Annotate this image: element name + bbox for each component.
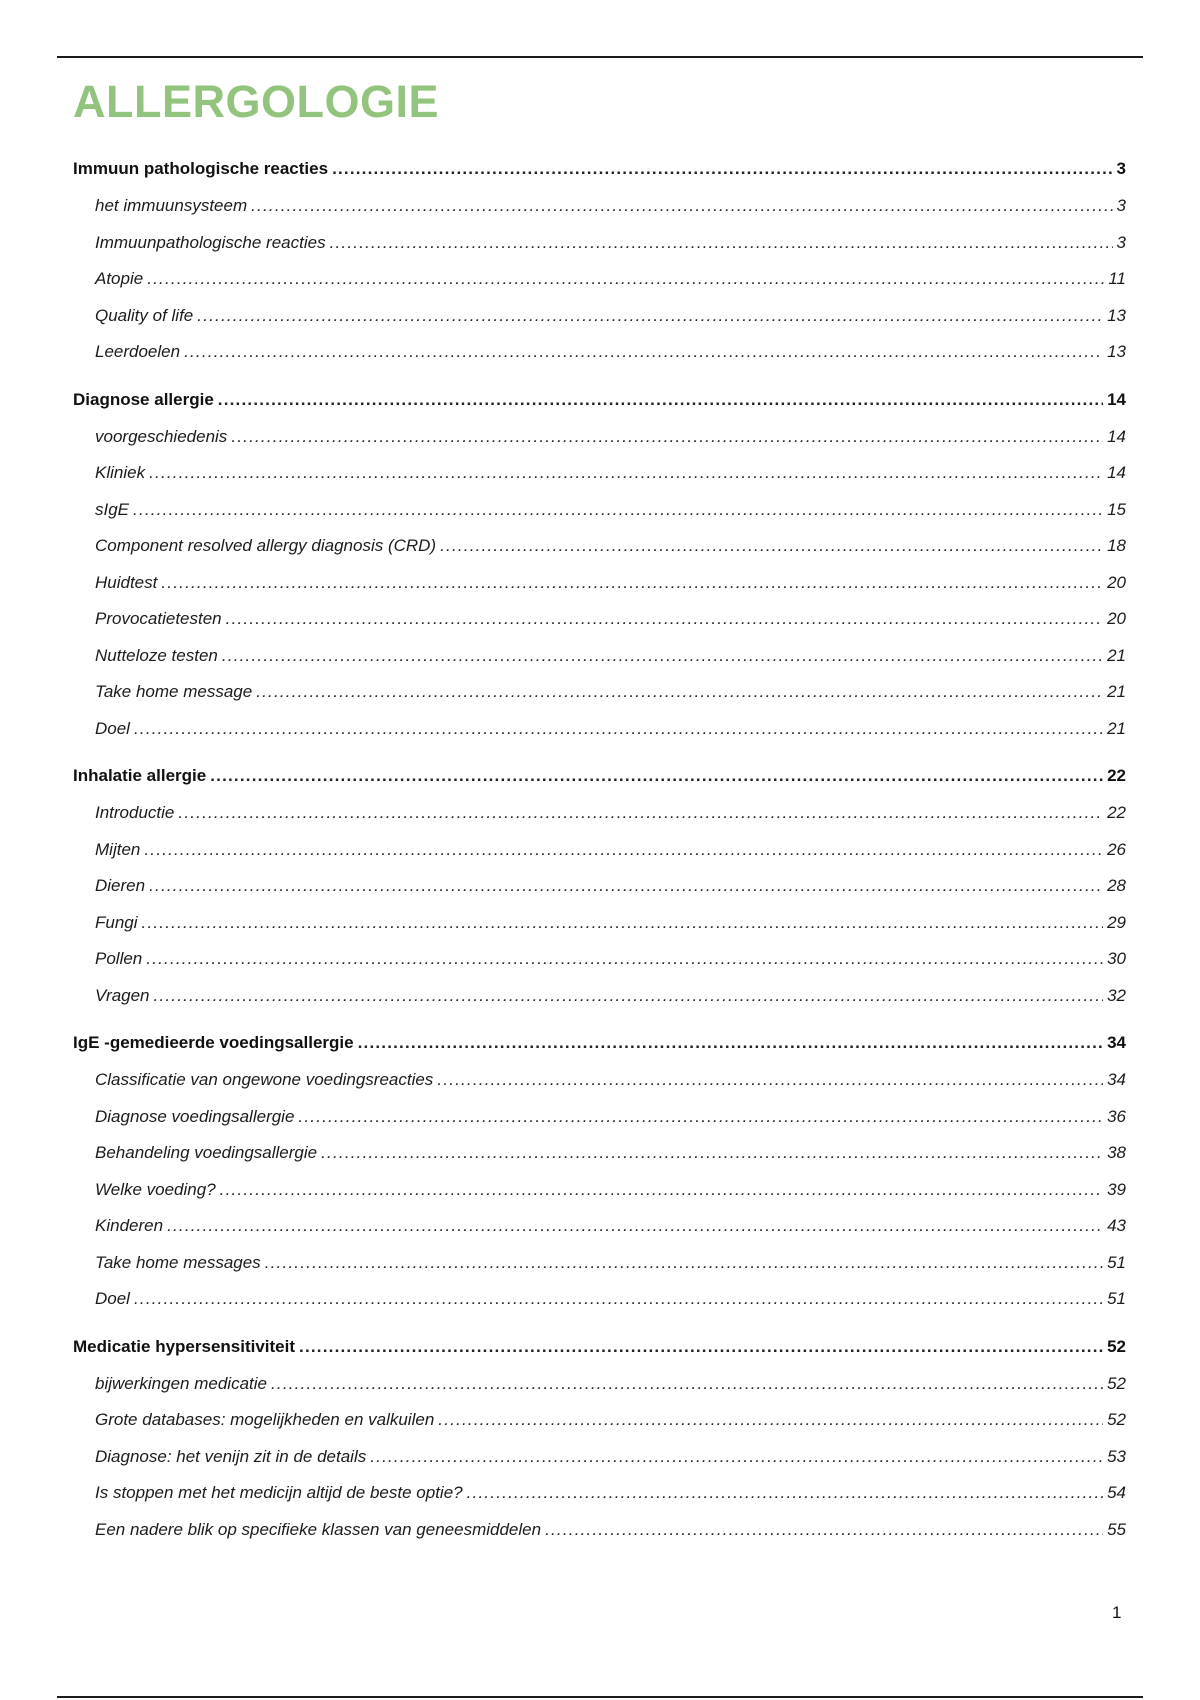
toc-page-number: 3 (1116, 159, 1126, 178)
toc-entry-label: Doel (95, 1289, 130, 1308)
toc-subsection[interactable] (73, 1512, 1126, 1549)
toc-subsection[interactable] (73, 1402, 1126, 1439)
toc-subsection[interactable] (73, 868, 1126, 905)
toc-subsection[interactable] (73, 601, 1126, 638)
toc-dot-leader (134, 1281, 1103, 1318)
toc-subsection[interactable] (73, 334, 1126, 371)
toc-dot-leader (467, 1475, 1103, 1512)
toc-dot-leader (298, 1099, 1103, 1136)
toc-page-number: 20 (1107, 572, 1126, 592)
toc-subsection[interactable] (73, 528, 1126, 565)
toc-subsection[interactable] (73, 565, 1126, 602)
toc-entry-label: het immuunsysteem (95, 196, 248, 215)
toc-entry-label: Atopie (95, 269, 144, 288)
toc-entry-label: Leerdoelen (95, 342, 181, 361)
toc-dot-leader (220, 1172, 1103, 1209)
toc-dot-leader (154, 978, 1104, 1015)
document-title: ALLERGOLOGIE (73, 76, 439, 127)
toc-entry-label: Kliniek (95, 463, 146, 482)
toc-entry-label: Pollen (95, 949, 143, 968)
toc-page-number: 52 (1107, 1336, 1126, 1356)
toc-page-number: 14 (1107, 389, 1126, 409)
toc-subsection[interactable] (73, 492, 1126, 529)
toc-dot-leader (149, 868, 1103, 905)
toc-entry-label: Provocatietesten (95, 609, 222, 628)
toc-dot-leader (330, 225, 1113, 262)
toc-subsection[interactable] (73, 978, 1126, 1015)
toc-page-number: 3 (1116, 196, 1126, 215)
toc-subsection[interactable] (73, 1099, 1126, 1136)
toc-dot-leader (134, 711, 1103, 748)
toc-page-number: 13 (1107, 342, 1126, 361)
toc-entry-label: voorgeschiedenis (95, 426, 228, 446)
toc-dot-leader (197, 298, 1103, 335)
toc-entry-label: Component resolved allergy diagnosis (CRD) (95, 536, 437, 555)
toc-page-number: 52 (1107, 1410, 1126, 1429)
toc-dot-leader (147, 261, 1104, 298)
toc-entry-label: Classificatie van ongewone voedingsreacties (95, 1070, 434, 1089)
toc-subsection[interactable] (73, 905, 1126, 942)
toc-section[interactable] (73, 371, 1126, 419)
toc-dot-leader (133, 492, 1103, 529)
toc-entry-label: IgE -gemedieerde voedingsallergie (73, 1033, 354, 1052)
toc-page-number: 3 (1116, 232, 1126, 252)
toc-page-number: 14 (1107, 426, 1126, 446)
toc-section[interactable] (73, 747, 1126, 795)
toc-subsection[interactable] (73, 261, 1126, 298)
toc-dot-leader (231, 419, 1103, 456)
toc-dot-leader (358, 1024, 1103, 1062)
toc-page-number: 34 (1107, 1033, 1126, 1052)
toc-dot-leader (167, 1208, 1103, 1245)
toc-subsection[interactable] (73, 1366, 1126, 1403)
toc-page-number: 21 (1107, 718, 1126, 738)
toc-page-number: 55 (1107, 1519, 1126, 1539)
toc-dot-leader (271, 1366, 1103, 1403)
toc-entry-label: Mijten (95, 839, 141, 859)
toc-entry-label: Diagnose allergie (73, 389, 214, 409)
toc-subsection[interactable] (73, 674, 1126, 711)
toc-entry-label: Medicatie hypersensitiviteit (73, 1336, 296, 1356)
toc-dot-leader (178, 795, 1103, 832)
toc-page-number: 30 (1107, 949, 1126, 968)
toc-dot-leader (370, 1439, 1103, 1476)
toc-entry-label: Is stoppen met het medicijn altijd de beste optie? (95, 1483, 463, 1502)
toc-dot-leader (440, 528, 1103, 565)
toc-dot-leader (256, 674, 1103, 711)
toc-entry-label: Diagnose: het venijn zit in de details (95, 1446, 367, 1466)
toc-page-number: 54 (1107, 1483, 1126, 1502)
toc-dot-leader (265, 1245, 1103, 1282)
toc-entry-label: Immuunpathologische reacties (95, 232, 326, 252)
toc-entry-label: Behandeling voedingsallergie (95, 1143, 318, 1162)
toc-entry-label: Take home message (95, 682, 253, 701)
toc-entry-label: Take home messages (95, 1252, 261, 1272)
toc-dot-leader (210, 757, 1103, 795)
toc-dot-leader (251, 188, 1112, 225)
toc-subsection[interactable] (73, 225, 1126, 262)
toc-page-number: 32 (1107, 985, 1126, 1005)
toc-page-number: 21 (1107, 645, 1126, 665)
toc-entry-label: sIgE (95, 499, 130, 519)
toc-dot-leader (299, 1328, 1103, 1366)
toc-entry-label: Diagnose voedingsallergie (95, 1106, 295, 1126)
toc-entry-label: Inhalatie allergie (73, 766, 207, 785)
toc-dot-leader (332, 150, 1112, 188)
toc-subsection[interactable] (73, 1062, 1126, 1099)
toc-entry-label: Quality of life (95, 305, 194, 325)
toc-section[interactable] (73, 150, 1126, 188)
toc-section[interactable] (73, 1318, 1126, 1366)
page-number: 1 (1112, 1603, 1122, 1622)
toc-page-number: 18 (1107, 536, 1126, 555)
toc-entry-label: Een nadere blik op specifieke klassen van geneesmiddelen (95, 1519, 542, 1539)
toc-page-number: 51 (1107, 1289, 1126, 1308)
toc-dot-leader (144, 832, 1103, 869)
toc-dot-leader (218, 381, 1103, 419)
toc-subsection[interactable] (73, 1172, 1126, 1209)
toc-entry-label: Immuun pathologische reacties (73, 159, 329, 178)
toc-page-number: 52 (1107, 1373, 1126, 1393)
toc-subsection[interactable] (73, 1439, 1126, 1476)
toc-page-number: 22 (1107, 766, 1126, 785)
toc-subsection[interactable] (73, 1281, 1126, 1318)
toc-page-number: 34 (1107, 1070, 1126, 1089)
toc-page-number: 36 (1107, 1106, 1126, 1126)
toc-page-number: 22 (1107, 803, 1126, 822)
toc-entry-label: Kinderen (95, 1216, 164, 1235)
toc-section[interactable] (73, 1014, 1126, 1062)
toc-page-number: 26 (1107, 839, 1126, 859)
toc-subsection[interactable] (73, 1245, 1126, 1282)
toc-dot-leader (149, 455, 1103, 492)
toc-page-number: 15 (1107, 499, 1126, 519)
toc-entry-label: bijwerkingen medicatie (95, 1373, 267, 1393)
toc-dot-leader (142, 905, 1104, 942)
toc-page-number: 21 (1107, 682, 1126, 701)
toc-entry-label: Dieren (95, 876, 146, 895)
toc-subsection[interactable] (73, 711, 1126, 748)
toc-page-number: 53 (1107, 1446, 1126, 1466)
toc-subsection[interactable] (73, 832, 1126, 869)
toc-page-number: 38 (1107, 1143, 1126, 1162)
toc-entry-label: Vragen (95, 985, 150, 1005)
toc-subsection[interactable] (73, 795, 1126, 832)
toc-dot-leader (545, 1512, 1103, 1549)
toc-subsection[interactable] (73, 1135, 1126, 1172)
table-of-contents (73, 150, 1126, 1548)
toc-dot-leader (222, 638, 1103, 675)
toc-entry-label: Welke voeding? (95, 1179, 216, 1199)
toc-page-number: 43 (1107, 1216, 1126, 1235)
toc-dot-leader (184, 334, 1103, 371)
toc-subsection[interactable] (73, 188, 1126, 225)
toc-entry-label: Doel (95, 718, 130, 738)
toc-page-number: 51 (1107, 1252, 1126, 1272)
toc-dot-leader (321, 1135, 1103, 1172)
toc-page-number: 39 (1107, 1179, 1126, 1199)
toc-dot-leader (438, 1402, 1103, 1439)
toc-page-number: 29 (1107, 912, 1126, 932)
toc-entry-label: Nutteloze testen (95, 645, 218, 665)
toc-subsection[interactable] (73, 298, 1126, 335)
toc-page-number: 11 (1108, 269, 1126, 288)
toc-subsection[interactable] (73, 455, 1126, 492)
toc-subsection[interactable] (73, 1475, 1126, 1512)
footer-rule (57, 1696, 1143, 1698)
toc-dot-leader (437, 1062, 1103, 1099)
toc-page-number: 14 (1107, 463, 1126, 482)
toc-subsection[interactable] (73, 638, 1126, 675)
toc-subsection[interactable] (73, 941, 1126, 978)
toc-entry-label: Introductie (95, 803, 175, 822)
toc-entry-label: Huidtest (95, 572, 158, 592)
toc-subsection[interactable] (73, 419, 1126, 456)
header-rule (57, 56, 1143, 58)
toc-page-number: 20 (1107, 609, 1126, 628)
toc-page-number: 13 (1107, 305, 1126, 325)
toc-dot-leader (161, 565, 1103, 602)
toc-dot-leader (226, 601, 1103, 638)
toc-entry-label: Grote databases: mogelijkheden en valkuilen (95, 1410, 435, 1429)
toc-page-number: 28 (1107, 876, 1126, 895)
toc-dot-leader (146, 941, 1103, 978)
toc-subsection[interactable] (73, 1208, 1126, 1245)
toc-entry-label: Fungi (95, 912, 138, 932)
